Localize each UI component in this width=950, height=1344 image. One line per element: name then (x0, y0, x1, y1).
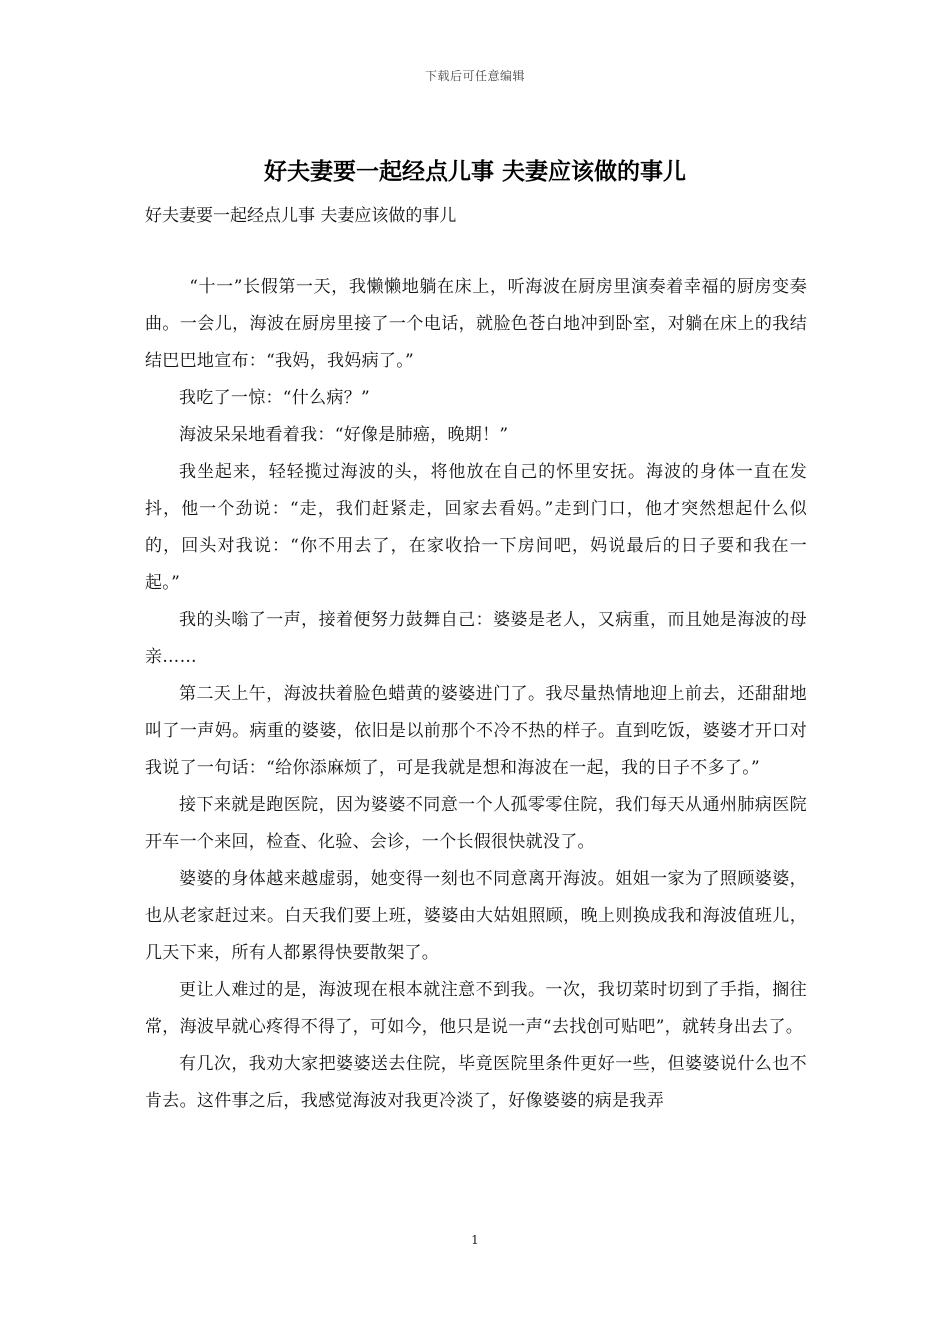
paragraph: 我的头嗡了一声，接着便努力鼓舞自己：婆婆是老人，又病重，而且她是海波的母亲…… (145, 610, 807, 667)
paragraph: 我坐起来，轻轻揽过海波的头，将他放在自己的怀里安抚。海波的身体一直在发抖，他一个劲说：“走，我们赶紧走，回家去看妈。”走到门口，他才突然想起什么似的，回头对我说：“你不用去了，在家收拾一下房间吧，妈说最后的日子要和我在一起。” (145, 462, 807, 593)
paragraph: 我吃了一惊：“什么病？” (179, 388, 370, 408)
page-subtitle: 好夫妻要一起经点儿事 夫妻应该做的事儿 (145, 206, 457, 226)
header-note: 下载后可任意编辑 (424, 69, 525, 83)
page-title: 好夫妻要一起经点儿事 夫妻应该做的事儿 (263, 158, 686, 185)
paragraph: 接下来就是跑医院，因为婆婆不同意一个人孤零零住院，我们每天从通州肺病医院开车一个来回，检查、化验、会诊，一个长假很快就没了。 (145, 795, 807, 852)
paragraph: 有几次，我劝大家把婆婆送去住院，毕竟医院里条件更好一些，但婆婆说什么也不肯去。这件事之后，我感觉海波对我更冷淡了，好像婆婆的病是我弄 (145, 1054, 807, 1111)
paragraph: “十一”长假第一天，我懒懒地躺在床上，听海波在厨房里演奏着幸福的厨房变奏曲。一会儿，海波在厨房里接了一个电话，就脸色苍白地冲到卧室，对躺在床上的我结结巴巴地宣布：“我妈，我妈病了。” (145, 277, 807, 371)
article-body (145, 269, 807, 1120)
page-number: 1 (471, 1233, 479, 1247)
paragraph: 海波呆呆地看着我：“好像是肺癌，晚期！” (179, 425, 509, 445)
paragraph: 第二天上午，海波扶着脸色蜡黄的婆婆进门了。我尽量热情地迎上前去，还甜甜地叫了一声妈。病重的婆婆，依旧是以前那个不冷不热的样子。直到吃饭，婆婆才开口对我说了一句话：“给你添麻烦了，可是我就是想和海波在一起，我的日子不多了。” (145, 684, 807, 778)
paragraph: 更让人难过的是，海波现在根本就注意不到我。一次，我切菜时切到了手指，搁往常，海波早就心疼得不得了，可如今，他只是说一声“去找创可贴吧”，就转身出去了。 (145, 980, 807, 1037)
paragraph: 婆婆的身体越来越虚弱，她变得一刻也不同意离开海波。姐姐一家为了照顾婆婆，也从老家赶过来。白天我们要上班，婆婆由大姑姐照顾，晚上则换成我和海波值班儿，几天下来，所有人都累得快要散架了。 (145, 869, 807, 963)
